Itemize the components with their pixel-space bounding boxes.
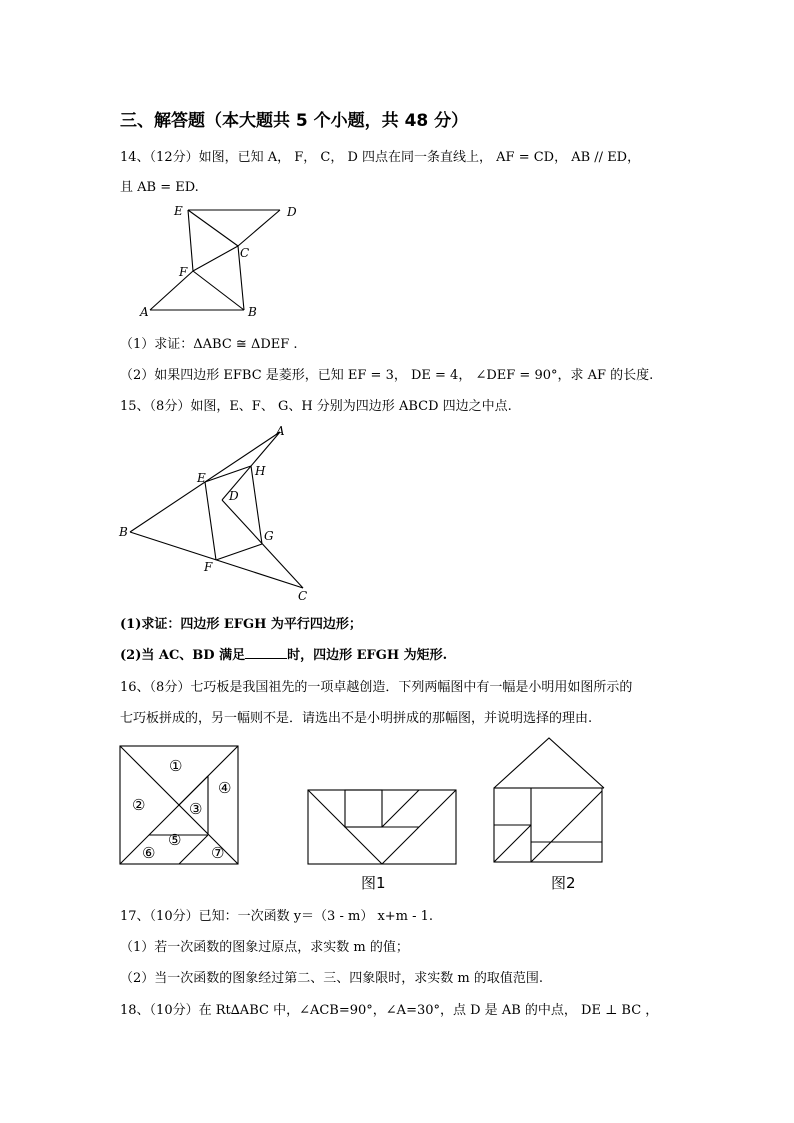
q15-statement: 15、（8分）如图，E、F、 G、H 分别为四边形 ABCD 四边之中点. (120, 399, 512, 414)
q15-label-C: C (298, 589, 308, 603)
fig1-square (345, 790, 382, 827)
figure-1 (306, 788, 458, 866)
q15-part2-b: 时，四边形 EFGH 为矩形. (287, 648, 448, 663)
figure-2-caption: 图2 (551, 874, 576, 892)
q15-label-B: B (119, 525, 128, 539)
q15-label-F: F (204, 560, 213, 574)
q17-statement: 17、（10分）已知：一次函数 y＝（3 - m） x+m - 1. (120, 909, 434, 924)
q15-label-A: A (276, 424, 285, 438)
tangram-piece-6: ⑥ (142, 844, 156, 862)
q14-seg-EC (188, 210, 238, 246)
q15-label-D: D (229, 489, 239, 503)
fig1-small-diag (382, 790, 419, 827)
figure-2 (492, 736, 606, 866)
q15-seg-GF (216, 544, 262, 560)
tangram-piece-2: ② (132, 796, 146, 814)
q14-label-D: D (287, 205, 297, 219)
q15-label-G: G (264, 529, 274, 543)
tangram-piece-4: ④ (218, 779, 232, 797)
q15-figure (115, 420, 315, 605)
tangram-piece-1: ① (169, 757, 183, 775)
q14-seg-CF (193, 246, 238, 271)
q14-statement-cont: 且 AB = ED. (120, 180, 199, 195)
q14-seg-FB (193, 271, 244, 310)
tangram-piece-7: ⑦ (211, 844, 225, 862)
q14-part2: （2）如果四边形 EFBC 是菱形，已知 EF = 3， DE = 4， ∠DEF = 90°，求 AF 的长度. (120, 368, 654, 383)
q15-part1: (1)求证：四边形 EFGH 为平行四边形； (120, 617, 362, 632)
figure-1-caption: 图1 (361, 874, 386, 892)
q14-seg-EF (188, 210, 193, 271)
q15-answer-blank[interactable] (245, 646, 287, 659)
q17-part2: （2）当一次函数的图象经过第二、三、四象限时，求实数 m 的取值范围. (120, 971, 543, 986)
q14-part1: （1）求证：ΔABC ≅ ΔDEF . (120, 337, 298, 352)
q15-label-H: H (255, 464, 266, 478)
q14-figure (130, 198, 320, 323)
q16-statement-cont: 七巧板拼成的，另一幅则不是．请选出不是小明拼成的那幅图，并说明选择的理由. (120, 711, 593, 726)
section-title: 三、解答题（本大题共 5 个小题，共 48 分） (120, 111, 469, 131)
tangram-piece-3: ③ (189, 800, 203, 818)
tangram-piece-5: ⑤ (168, 831, 182, 849)
q14-statement: 14、（12分）如图，已知 A， F， C， D 四点在同一条直线上， AF = CD， AB // ED， (120, 150, 641, 165)
q14-label-A: A (140, 305, 149, 319)
q14-label-F: F (179, 265, 188, 279)
q14-seg-DC (238, 210, 280, 246)
q15-part2-a: (2)当 AC、BD 满足 (120, 648, 246, 663)
q15-label-E: E (197, 471, 206, 485)
q14-label-B: B (248, 305, 257, 319)
q15-seg-FE (205, 482, 216, 560)
tangram-line-c (179, 835, 208, 864)
q14-label-E: E (174, 204, 183, 218)
q15-part2 (120, 644, 447, 663)
tangram-figure (118, 740, 242, 868)
q14-label-C: C (240, 246, 250, 260)
q18-statement: 18、（10分）在 Rt∆ABC 中，∠ACB=90°，∠A=30°，点 D 是 AB 的中点， DE ⊥ BC ， (120, 1003, 659, 1018)
fig2-diag-b (531, 791, 602, 862)
q16-statement: 16、（8分）七巧板是我国祖先的一项卓越创造．下列两幅图中有一幅是小明用如图所示的 (120, 680, 633, 695)
fig2-roof (494, 738, 604, 788)
q17-part1: （1）若一次函数的图象过原点，求实数 m 的值； (120, 940, 409, 955)
fig2-diag-a (494, 825, 531, 862)
